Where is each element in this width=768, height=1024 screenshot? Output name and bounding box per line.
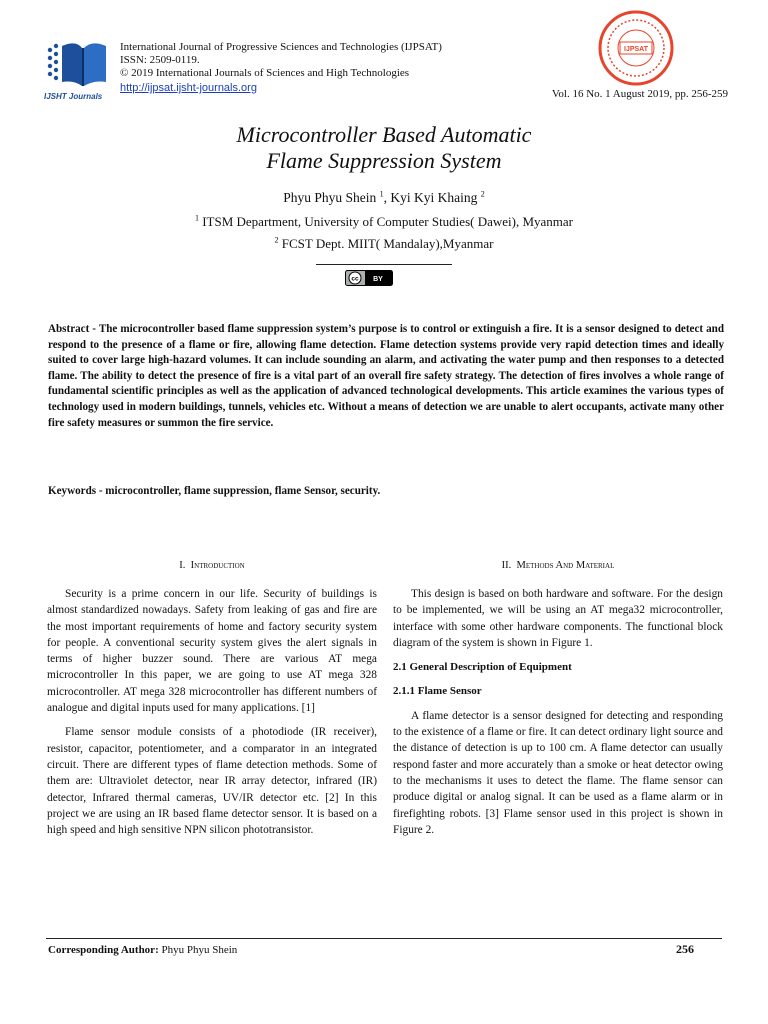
left-column [47, 558, 377, 846]
section-number: I. [179, 560, 186, 571]
journal-url-link[interactable]: http://ijpsat.ijsht-journals.org [120, 82, 257, 94]
methods-paragraph-1: This design is based on both hardware and software. For the design to be implemented, we will be using an AT mega32 microcontroller, interface with some other hardware components. The functional block diagram of the system is shown in Figure 1. [393, 588, 723, 649]
svg-text:cc: cc [351, 275, 359, 283]
affiliation-2 [0, 236, 768, 252]
journal-copyright: © 2019 International Journals of Sciences and High Technologies [120, 67, 410, 79]
section-number: II. [501, 560, 512, 571]
author-1-affiliation-mark: 1 [379, 189, 384, 199]
journal-name: International Journal of Progressive Sciences and Technologies (IJPSAT) [120, 41, 442, 53]
section-title: Introduction [190, 560, 245, 571]
corresponding-author-label: Corresponding Author: [48, 944, 159, 956]
section-title: Methods And Material [516, 560, 615, 571]
journal-issn: ISSN: 2509-0119. [120, 54, 200, 66]
seal-text: IJPSAT [624, 46, 648, 53]
section-heading-methods [393, 558, 723, 574]
corresponding-author-name: Phyu Phyu Shein [158, 944, 238, 956]
intro-paragraph-2: Flame sensor module consists of a photodiode (IR receiver), resistor, capacitor, potentiometer, and a comparator in an integrated circuit. There are different types of flame detection methods. Some of them are: Ultraviolet detector, near IR array detector, infrared (IR) detector, Infrared thermal cameras, UV/IR detector etc. [2] In this project we are using an IR based flame detector sensor. It is based on a high speed and high sensitive NPN silicon phototransistor. [47, 726, 377, 837]
right-column [393, 558, 723, 846]
journal-seal-icon [596, 8, 676, 88]
affiliation-1-text: ITSM Department, University of Computer Studies( Dawei), Myanmar [202, 214, 574, 229]
author-separator: , [383, 190, 391, 205]
paper-title-line-2: Flame Suppression System [266, 148, 502, 173]
subsection-heading-flame-sensor: 2.1.1 Flame Sensor [393, 685, 482, 698]
affiliation-1-mark: 1 [194, 213, 199, 223]
affiliation-2-text: FCST Dept. MIIT( Mandalay),Myanmar [281, 236, 494, 251]
corresponding-author [48, 944, 237, 956]
methods-paragraph-2: A flame detector is a sensor designed for detecting and responding to the existence of a flame or fire. It can detect ordinary light source and the distance of detection is up to 100 cm. A flame detector can usually respond faster and more accurately than a smoke or heat detector owing to the mechanisms it uses to detect the flame. The flame sensor can produce digital or analog signal. It can be used as a flame alarm or in firefighting robots. [3] Flame sensor used in this project is shown in Figure 2. [393, 709, 723, 836]
intro-paragraph-1: Security is a prime concern in our life. Security of buildings is almost standardized nowadays. Safety from leaking of gas and fire are the most important requirements of home and factory security system for people. A conventional security system gives the alert signals in terms of higher buzzer sound. There are various AT mega microcontroller In this paper, we are going to use AT mega 328 microcontroller. AT mega 328 microcontroller has different numbers of analogue and digital inputs used for many applications. [1] [47, 588, 377, 715]
section-heading-introduction [47, 558, 377, 574]
affiliation-1 [0, 214, 768, 230]
author-2: Kyi Kyi Khaing [390, 190, 478, 205]
title-divider [316, 264, 452, 265]
abstract: Abstract - The microcontroller based flame suppression system’s purpose is to control or extinguish a fire. It is a sensor designed to detect and respond to the presence of a flame or fire, allowing flame detection. Flame detection systems provide very rapid detection times and ideally suited to cover large high-hazard volumes. It can include sounding an alarm, and activating the water pump and then responses to a detected flame. The ability to detect the presence of fire is a vital part of an overall fire safety strategy. The detection of fires involves a whole range of fundamental scientific principles as well as the application of advanced technological developments. This article examines the various types of technology used in modern buildings, tunnels, vehicles etc. Without a means of detection we are unable to alert occupants, activate many other fire safety measures or summon the fire service. [48, 323, 724, 429]
volume-info: Vol. 16 No. 1 August 2019, pp. 256-259 [551, 88, 728, 100]
page-number: 256 [676, 942, 694, 956]
author-2-affiliation-mark: 2 [480, 189, 485, 199]
keywords: Keywords - microcontroller, flame suppression, flame Sensor, security. [48, 485, 381, 497]
author-1: Phyu Phyu Shein [283, 190, 377, 205]
subsection-heading-equipment: 2.1 General Description of Equipment [393, 661, 572, 674]
footer-divider [46, 938, 722, 939]
author-list [0, 190, 768, 206]
creative-commons-license-icon [345, 270, 393, 286]
paper-title-line-1: Microcontroller Based Automatic [236, 122, 532, 147]
affiliation-2-mark: 2 [274, 235, 279, 245]
svg-text:BY: BY [373, 276, 383, 283]
logo-label: IJSHT Journals [44, 92, 103, 101]
